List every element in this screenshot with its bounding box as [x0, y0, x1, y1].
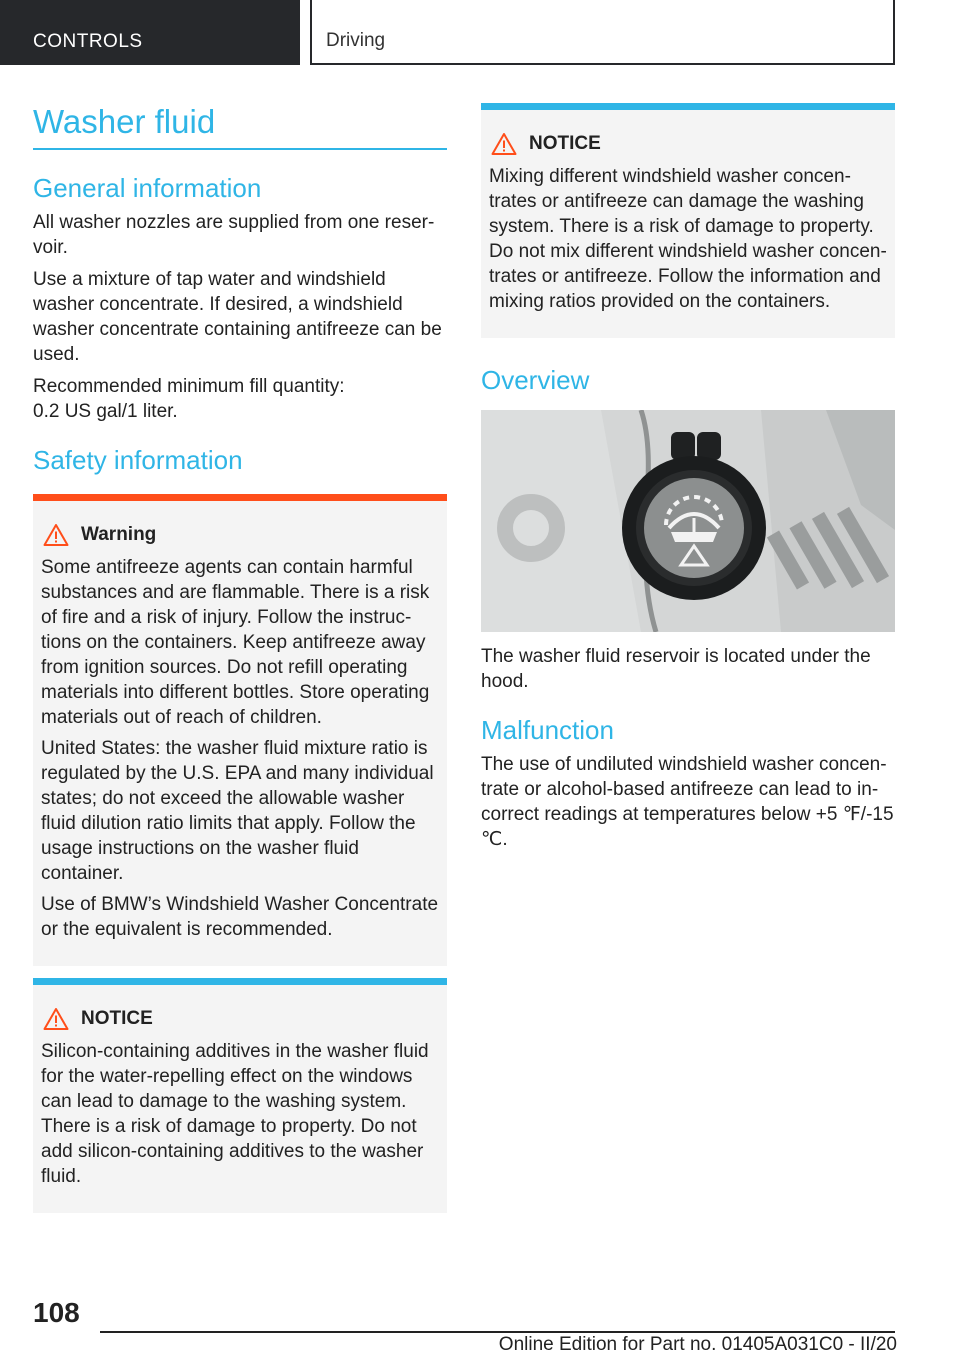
header-chapter-label: Driving — [326, 30, 386, 51]
warning-paragraph-1: Some antifreeze agents can contain harmful substances and are flammable. There is a risk of fire and a risk of injury. Follow the instructions on the containers. Keep antifreeze away from ignition sources. Do not refill operating materials into different bottles. Store operating materials out of reach of children. — [41, 557, 430, 728]
warning-triangle-icon — [43, 1007, 69, 1031]
notice-box-right — [481, 103, 895, 338]
notice-box-right-head — [489, 132, 887, 156]
left-column — [33, 100, 447, 1213]
warning-title: Warning — [81, 524, 157, 545]
warning-triangle-icon — [43, 523, 69, 547]
overview-heading: Overview — [481, 365, 590, 395]
safety-information-heading: Safety information — [33, 445, 243, 475]
general-paragraph-3: Recommended minimum fill quantity: 0.2 US gal/1 liter. — [33, 376, 345, 422]
general-paragraph-2: Use a mixture of tap water and windshield washer concentrate. If desired, a windshield washer concentrate containing antifreeze can be used. — [33, 269, 442, 365]
general-information-heading: General information — [33, 173, 262, 203]
malfunction-text: The use of undiluted windshield washer concentrate or alcohol-based antifreeze can lead to incorrect readings at temperatures below +5 ℉/-15 ℃. — [481, 754, 894, 850]
notice-box-left-head — [41, 1007, 439, 1031]
warning-paragraph-2: United States: the washer fluid mixture ratio is regulated by the U.S. EPA and many individual states; do not exceed the allowable washer fluid dilution ratio limits that apply. Follow the usage instructions on the washer fluid container. — [41, 738, 434, 884]
footer-edition: Online Edition for Part no. 01405A031C0 - II/20 — [498, 1334, 897, 1355]
page-title: Washer fluid — [33, 100, 447, 150]
warning-box — [33, 494, 447, 966]
header-section-tab — [0, 0, 300, 65]
washer-fluid-reservoir-photo — [481, 410, 895, 632]
malfunction-heading: Malfunction — [481, 715, 614, 745]
notice-title-left: NOTICE — [81, 1008, 153, 1029]
general-paragraph-1: All washer nozzles are supplied from one reservoir. — [33, 212, 435, 258]
warning-box-head — [41, 523, 439, 547]
header-chapter-tab — [310, 0, 895, 65]
notice-title-right: NOTICE — [529, 133, 601, 154]
notice-paragraph-left: Silicon-containing additives in the washer fluid for the water-repelling effect on the windows can lead to damage to the washing system. There is a risk of damage to property. Do not add silicon-containing additives to the washer fluid. — [41, 1041, 429, 1187]
overview-caption: The washer fluid reservoir is located under the hood. — [481, 646, 871, 692]
footer-divider — [100, 1331, 895, 1333]
page-number: 108 — [33, 1297, 80, 1328]
header-section-label: CONTROLS — [33, 31, 143, 52]
warning-paragraph-3: Use of BMW’s Windshield Washer Concentrate or the equivalent is recommended. — [41, 894, 439, 940]
warning-triangle-icon — [491, 132, 517, 156]
notice-box-left — [33, 978, 447, 1213]
notice-paragraph-right: Mixing different windshield washer concentrates or antifreeze can damage the washing system. There is a risk of damage to property. Do not mix different windshield washer concentrates or antifreeze. Follow the information and mixing ratios provided on the containers. — [489, 166, 887, 312]
right-column — [481, 103, 895, 859]
